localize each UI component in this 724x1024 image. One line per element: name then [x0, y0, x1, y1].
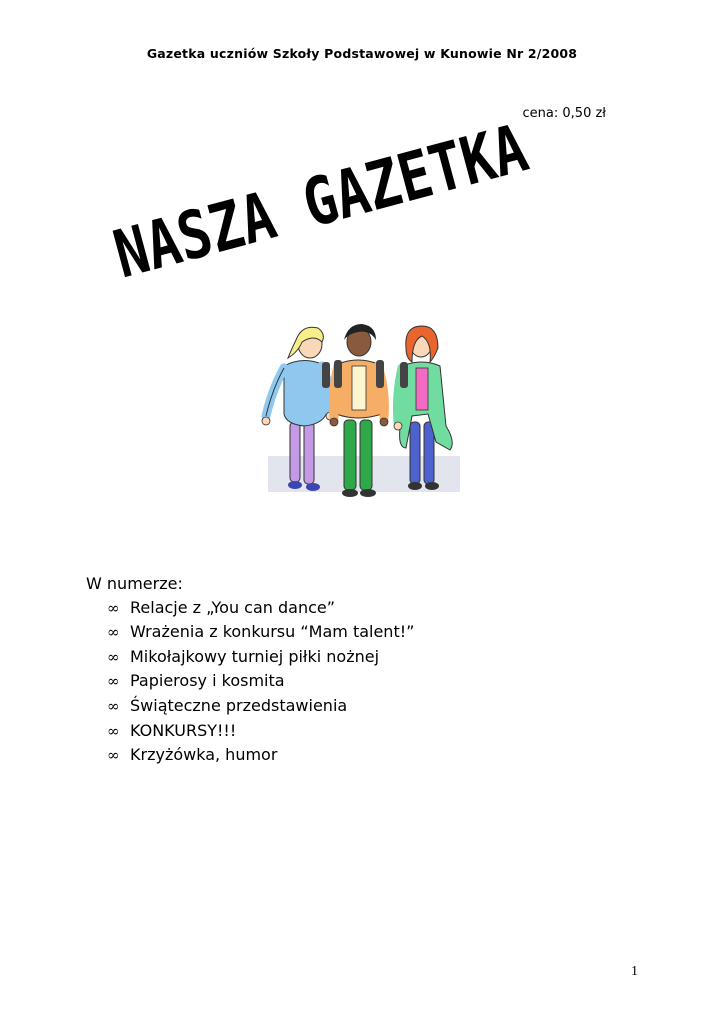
list-item — [107, 620, 414, 645]
price-label: cena: 0,50 zł — [522, 106, 606, 121]
list-item-text: Papierosy i kosmita — [130, 671, 285, 691]
list-item — [107, 743, 414, 768]
list-item-text: Wrażenia z konkursu “Mam talent!” — [130, 622, 415, 642]
list-item — [107, 694, 414, 719]
infinity-bullet-icon: ∞ — [107, 672, 120, 691]
infinity-bullet-icon: ∞ — [107, 598, 120, 617]
list-item — [107, 596, 414, 621]
contents-section — [86, 572, 414, 768]
infinity-bullet-icon: ∞ — [107, 746, 120, 765]
contents-list — [86, 596, 414, 768]
page-number: 1 — [631, 964, 638, 979]
infinity-bullet-icon: ∞ — [107, 696, 120, 715]
infinity-bullet-icon: ∞ — [107, 647, 120, 666]
list-item-text: Relacje z „You can dance” — [130, 597, 336, 617]
list-item-text: Krzyżówka, humor — [130, 745, 278, 765]
list-item — [107, 669, 414, 694]
contents-heading: W numerze: — [86, 574, 183, 593]
list-item-text: Świąteczne przedstawienia — [130, 695, 348, 715]
masthead-text: NASZA GAZETKA — [106, 110, 536, 294]
infinity-bullet-icon: ∞ — [107, 721, 120, 740]
list-item — [107, 645, 414, 670]
newsletter-header: Gazetka uczniów Szkoły Podstawowej w Kunowie Nr 2/2008 — [146, 46, 578, 61]
three-schoolgirls-illustration — [258, 318, 470, 504]
list-item-text: KONKURSY!!! — [130, 720, 237, 740]
list-item — [107, 719, 414, 744]
infinity-bullet-icon: ∞ — [107, 623, 120, 642]
list-item-text: Mikołajkowy turniej piłki nożnej — [130, 646, 380, 666]
